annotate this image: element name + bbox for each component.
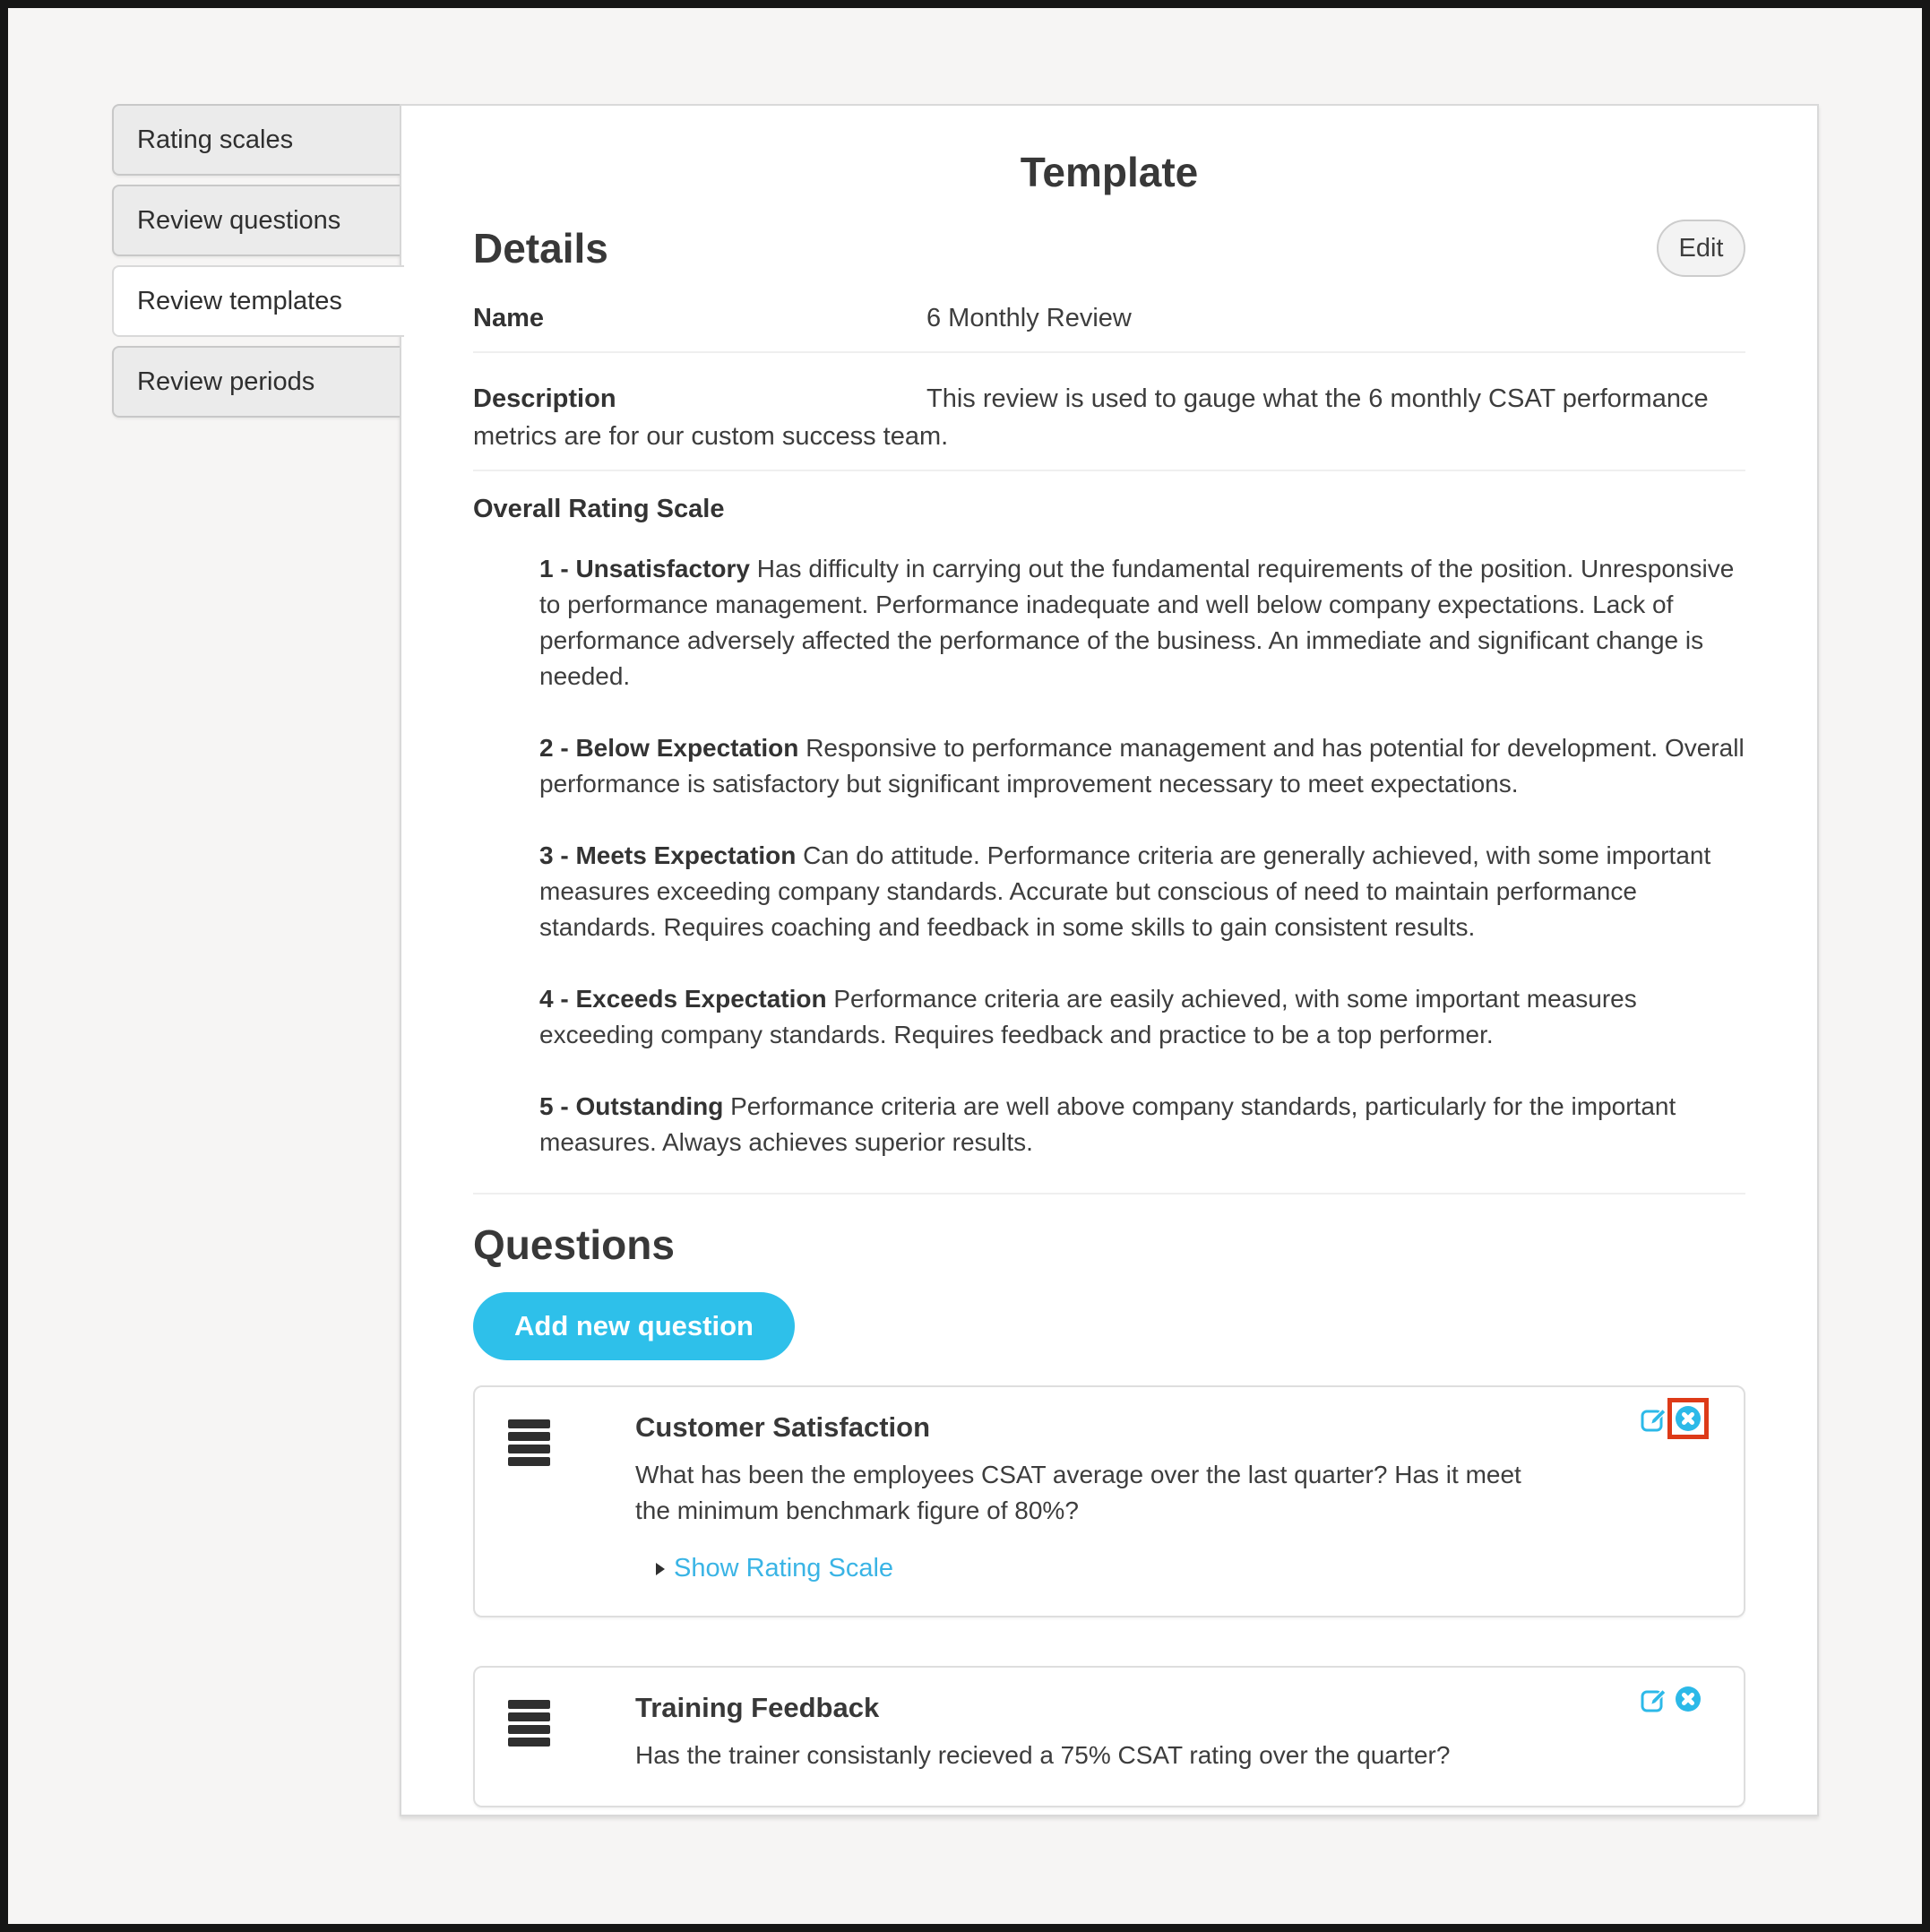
rating-scale-item: [539, 1089, 1745, 1160]
details-heading: Details: [473, 225, 608, 272]
show-rating-scale-link[interactable]: [635, 1554, 1557, 1583]
rating-scale-item-text: Performance criteria are easily achieved, with some important measures exceeding company standards. Requires feedback and practice to be a top performer.: [539, 985, 1637, 1048]
tab-rating-scales[interactable]: Rating scales: [112, 104, 400, 176]
question-card-body: [635, 1691, 1710, 1773]
edit-button[interactable]: Edit: [1657, 220, 1745, 277]
rating-scale-item-title: 4 - Exceeds Expectation: [539, 985, 827, 1013]
overall-rating-scale: [473, 471, 1745, 1195]
tab-review-templates[interactable]: Review templates: [112, 265, 404, 337]
question-title: Training Feedback: [635, 1692, 880, 1723]
rating-scale-item-text: Can do attitude. Performance criteria are generally achieved, with some important measures exceeding company standards. Accurate but conscious of need to maintain performance standards. Requires coaching and feedback in some skills to gain consistent results.: [539, 841, 1711, 941]
name-label: Name: [473, 304, 544, 332]
rating-scale-label: Overall Rating Scale: [473, 495, 725, 523]
drag-handle-icon[interactable]: [508, 1700, 550, 1773]
rating-scale-item-title: 3 - Meets Expectation: [539, 841, 797, 869]
questions-heading: Questions: [473, 1221, 675, 1268]
description-value: This review is used to gauge what the 6 monthly CSAT performance metrics are for our custom success team.: [473, 384, 1709, 451]
rating-scale-item-title: 5 - Outstanding: [539, 1092, 724, 1120]
question-actions: [1641, 1404, 1701, 1432]
rating-scale-item: [539, 838, 1745, 945]
tab-review-questions[interactable]: Review questions: [112, 185, 400, 256]
edit-question-icon[interactable]: [1641, 1404, 1668, 1432]
delete-question-icon[interactable]: [1676, 1686, 1701, 1712]
rating-scale-item-title: 2 - Below Expectation: [539, 734, 799, 762]
rating-scale-item-text: Performance criteria are well above company standards, particularly for the important measures. Always achieves superior results.: [539, 1092, 1676, 1156]
add-new-question-button[interactable]: Add new question: [473, 1292, 795, 1360]
question-text: What has been the employees CSAT average over the last quarter? Has it meet the minimum benchmark figure of 80%?: [635, 1461, 1521, 1524]
rating-scale-item: [539, 981, 1745, 1053]
tab-review-periods[interactable]: Review periods: [112, 346, 400, 418]
delete-highlight-box: [1667, 1398, 1709, 1439]
drag-handle-icon[interactable]: [508, 1419, 550, 1583]
detail-row-description: [473, 353, 1745, 471]
rating-scale-item-title: 1 - Unsatisfactory: [539, 555, 750, 582]
settings-tab-list: [112, 104, 404, 427]
question-title: Customer Satisfaction: [635, 1411, 931, 1443]
question-text: Has the trainer consistanly recieved a 75% CSAT rating over the quarter?: [635, 1741, 1451, 1769]
name-value: 6 Monthly Review: [926, 304, 1132, 332]
rating-scale-item: [539, 730, 1745, 802]
rating-scale-item-text: Responsive to performance management and has potential for development. Overall performance is satisfactory but significant improvement necessary to meet expectations.: [539, 734, 1745, 798]
rating-scale-items: [539, 551, 1745, 1160]
rating-scale-item-text: Has difficulty in carrying out the fundamental requirements of the position. Unresponsive to performance management. Performance inadequate and well below company expectations. Lack of performance adversely affected the performance of the business. An immediate and significant change is needed.: [539, 555, 1735, 690]
edit-question-icon[interactable]: [1641, 1685, 1668, 1712]
rating-scale-item: [539, 551, 1745, 694]
question-card: [473, 1666, 1745, 1807]
question-card: [473, 1385, 1745, 1617]
detail-row-name: [473, 272, 1745, 353]
question-card-body: [635, 1410, 1710, 1583]
show-rating-scale-label: Show Rating Scale: [674, 1554, 894, 1583]
description-label: Description: [473, 384, 616, 413]
delete-question-icon[interactable]: [1676, 1406, 1701, 1431]
template-panel: [400, 104, 1819, 1816]
triangle-right-icon: [656, 1563, 665, 1575]
question-actions: [1641, 1685, 1701, 1712]
page-title: Template: [1020, 149, 1199, 195]
